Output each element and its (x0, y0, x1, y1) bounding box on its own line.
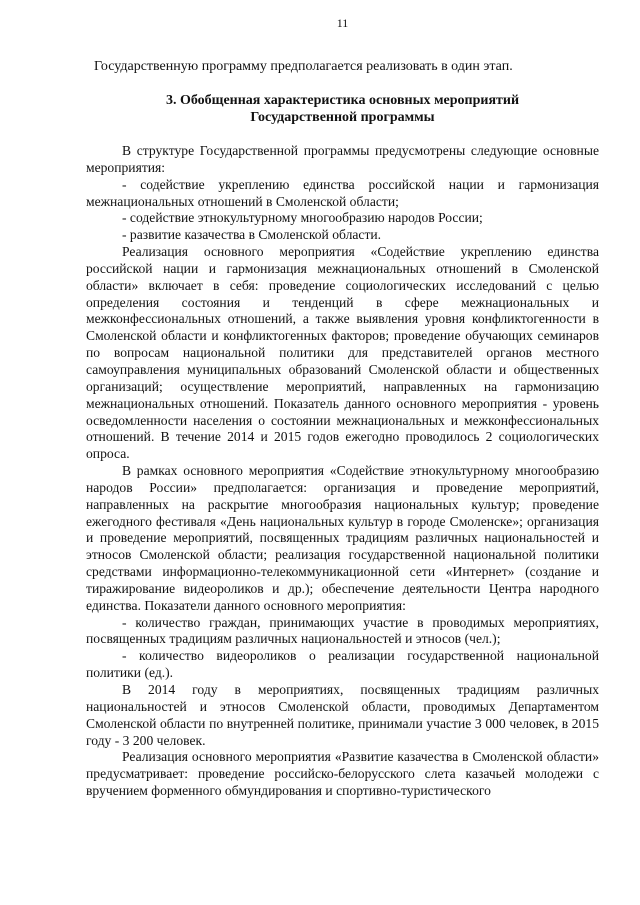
list-item: - развитие казачества в Смоленской области. (122, 227, 382, 243)
paragraph-unity: Реализация основного мероприятия «Содействие укреплению единства российской нации и гармонизация межнациональных отношений в Смоленской области» включает в себя: проведение социологических исследований с целью определения состояния и тенденций в сфере межнациональных и межконфессиональных отношений, а также выявления уровня конфликтогенности в Смоленской области и конфликтогенных факторов; проведение обучающих семинаров по вопросам национальной политики для представителей органов местного самоуправления муниципальных образований Смоленской области и общественных организаций; осуществление мероприятий, направленных на гармонизацию межнациональных отношений. Показатель данного основного мероприятия - уровень осведомленности населения о состоянии межнациональных и межконфессиональных отношений. В течение 2014 и 2015 годов ежегодно проводилось 2 социологических опроса. (86, 244, 599, 462)
paragraph-cossacks: Реализация основного мероприятия «Развитие казачества в Смоленской области» предусматривает: проведение российско-белорусского слета казачьей молодежи с вручением форменного обмундирования и спортивно-туристического (86, 749, 599, 799)
list-item: - содействие укреплению единства российской нации и гармонизация межнациональных отношений в Смоленской области; (86, 176, 599, 209)
section-heading (86, 92, 599, 126)
section-heading-line-2: Государственной программы (250, 110, 435, 125)
section-heading-line-1: 3. Обобщенная характеристика основных мероприятий (165, 93, 520, 108)
list-item: - содействие этнокультурному многообразию народов России; (122, 210, 483, 226)
paragraph-ethnocultural: В рамках основного мероприятия «Содействие этнокультурному многообразию народов России» предполагается: организация и проведение мероприятий, направленных на раскрытие многообразия национальных культур; проведение ежегодного фестиваля «День национальных культур в городе Смоленске»; организация и проведение мероприятий, посвященных традициям различных национальностей и этносов Смоленской области; реализация государственной национальной политики средствами информационно-телекоммуникационной сети «Интернет» (создание и тиражирование видеороликов и др.); обеспечение деятельности Центра народного единства. Показатели данного основного мероприятия: (86, 463, 599, 613)
body-text (86, 143, 599, 800)
lead-sentence: Государственную программу предполагается реализовать в один этап. (94, 59, 513, 74)
paragraph-statistics: В 2014 году в мероприятиях, посвященных традициям различных национальностей и этносов Смоленской области, проводимых Департаментом Смоленской области по внутренней политике, принимали участие 3 000 человек, в 2015 году - 3 200 человек. (86, 682, 599, 748)
page-number: 11 (336, 16, 349, 30)
list-item: - количество видеороликов о реализации государственной национальной политики (ед.). (86, 648, 599, 681)
paragraph-intro: В структуре Государственной программы предусмотрены следующие основные мероприятия: (86, 143, 599, 175)
list-item: - количество граждан, принимающих участие в проводимых мероприятиях, посвященных традициям различных национальностей и этносов (чел.); (86, 614, 599, 647)
